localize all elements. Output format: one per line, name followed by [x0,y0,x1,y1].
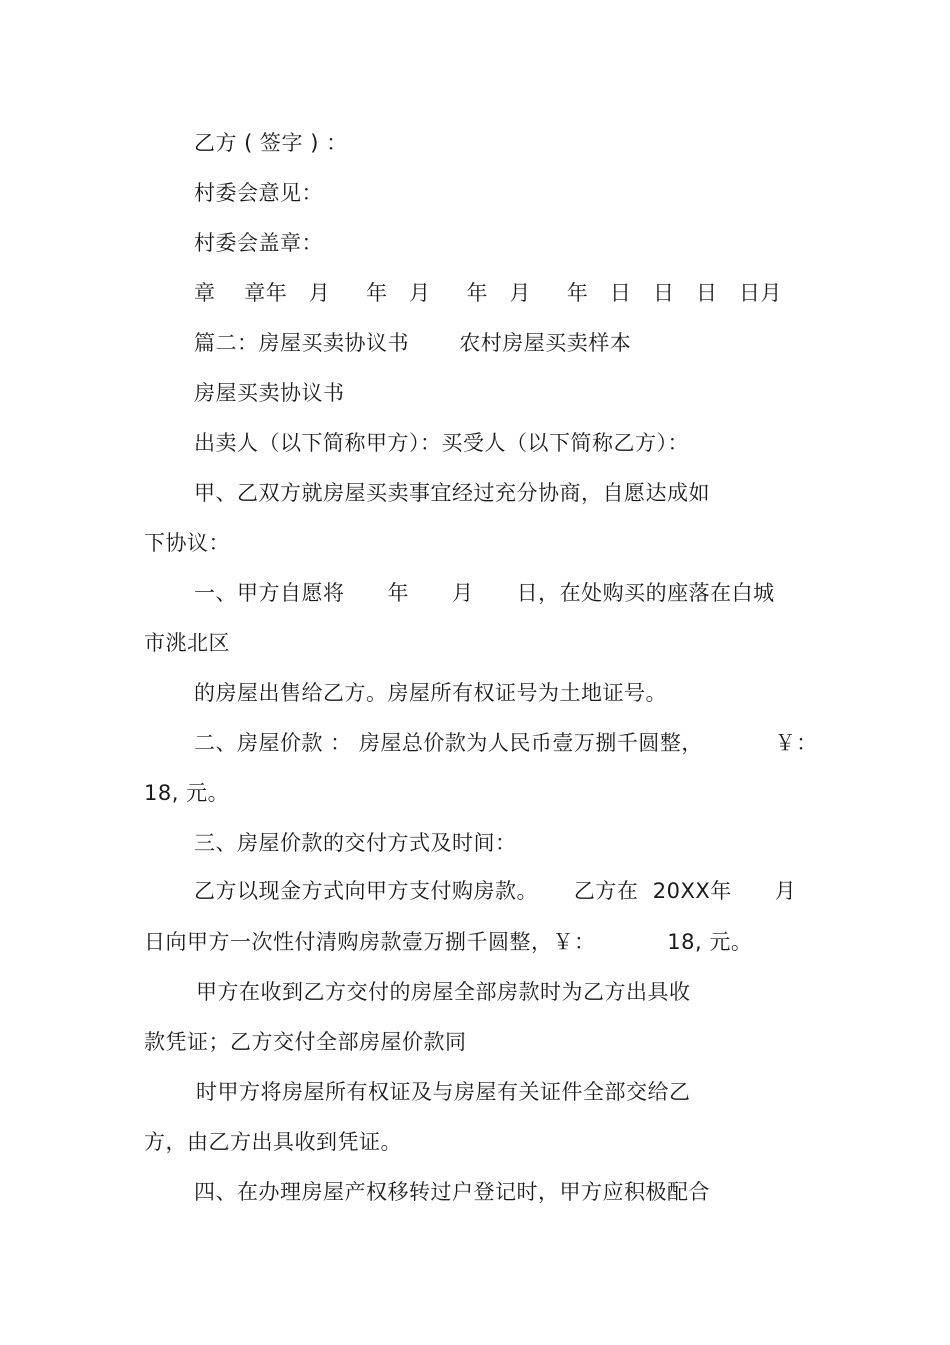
village-committee-seal: 村委会盖章： [194,231,323,255]
parties-line: 出卖人（以下简称甲方）：买受人（以下简称乙方）： [194,431,689,455]
date-fields-line: 章 章年 月 年 月 年 月 年 日 日 日 日月 [194,281,783,305]
section-heading-two: 篇二：房屋买卖协议书 农村房屋买卖样本 [194,331,632,355]
signature-line-party-b: 乙方 ( 签字 ) ： [194,131,348,155]
clause-three-heading: 三、房屋价款的交付方式及时间： [194,831,517,855]
village-committee-opinion: 村委会意见： [194,181,323,205]
clause-one-line: 市洮北区 [144,631,230,655]
clause-three-line: 方，由乙方出具收到凭证。 [144,1130,402,1154]
clause-two-line: 18, 元。 [144,781,230,805]
paragraph-line: 甲、乙双方就房屋买卖事宜经过充分协商，自愿达成如 [194,481,710,505]
clause-one-line: 的房屋出售给乙方。房屋所有权证号为土地证号。 [194,681,667,705]
clause-three-line: 日向甲方一次性付清购房款壹万捌千圆整，￥： 18, 元。 [144,930,753,954]
paragraph-line: 下协议： [144,531,230,555]
clause-four-line: 四、在办理房屋产权移转过户登记时，甲方应积极配合 [194,1180,710,1204]
clause-three-line: 时甲方将房屋所有权证及与房屋有关证件全部交给乙 [196,1080,691,1104]
clause-three-line: 款凭证；乙方交付全部房屋价款同 [144,1030,467,1054]
clause-two-line: 二、房屋价款 ： 房屋总价款为人民币壹万捌千圆整， ￥： [194,731,818,755]
clause-three-line: 乙方以现金方式向甲方支付购房款。 乙方在 20XX年 月 [194,879,797,903]
clause-three-line: 甲方在收到乙方交付的房屋全部房款时为乙方出具收 [196,980,691,1004]
agreement-title: 房屋买卖协议书 [194,381,345,405]
clause-one-line: 一、甲方自愿将 年 月 日，在处购买的座落在白城 [194,581,775,605]
